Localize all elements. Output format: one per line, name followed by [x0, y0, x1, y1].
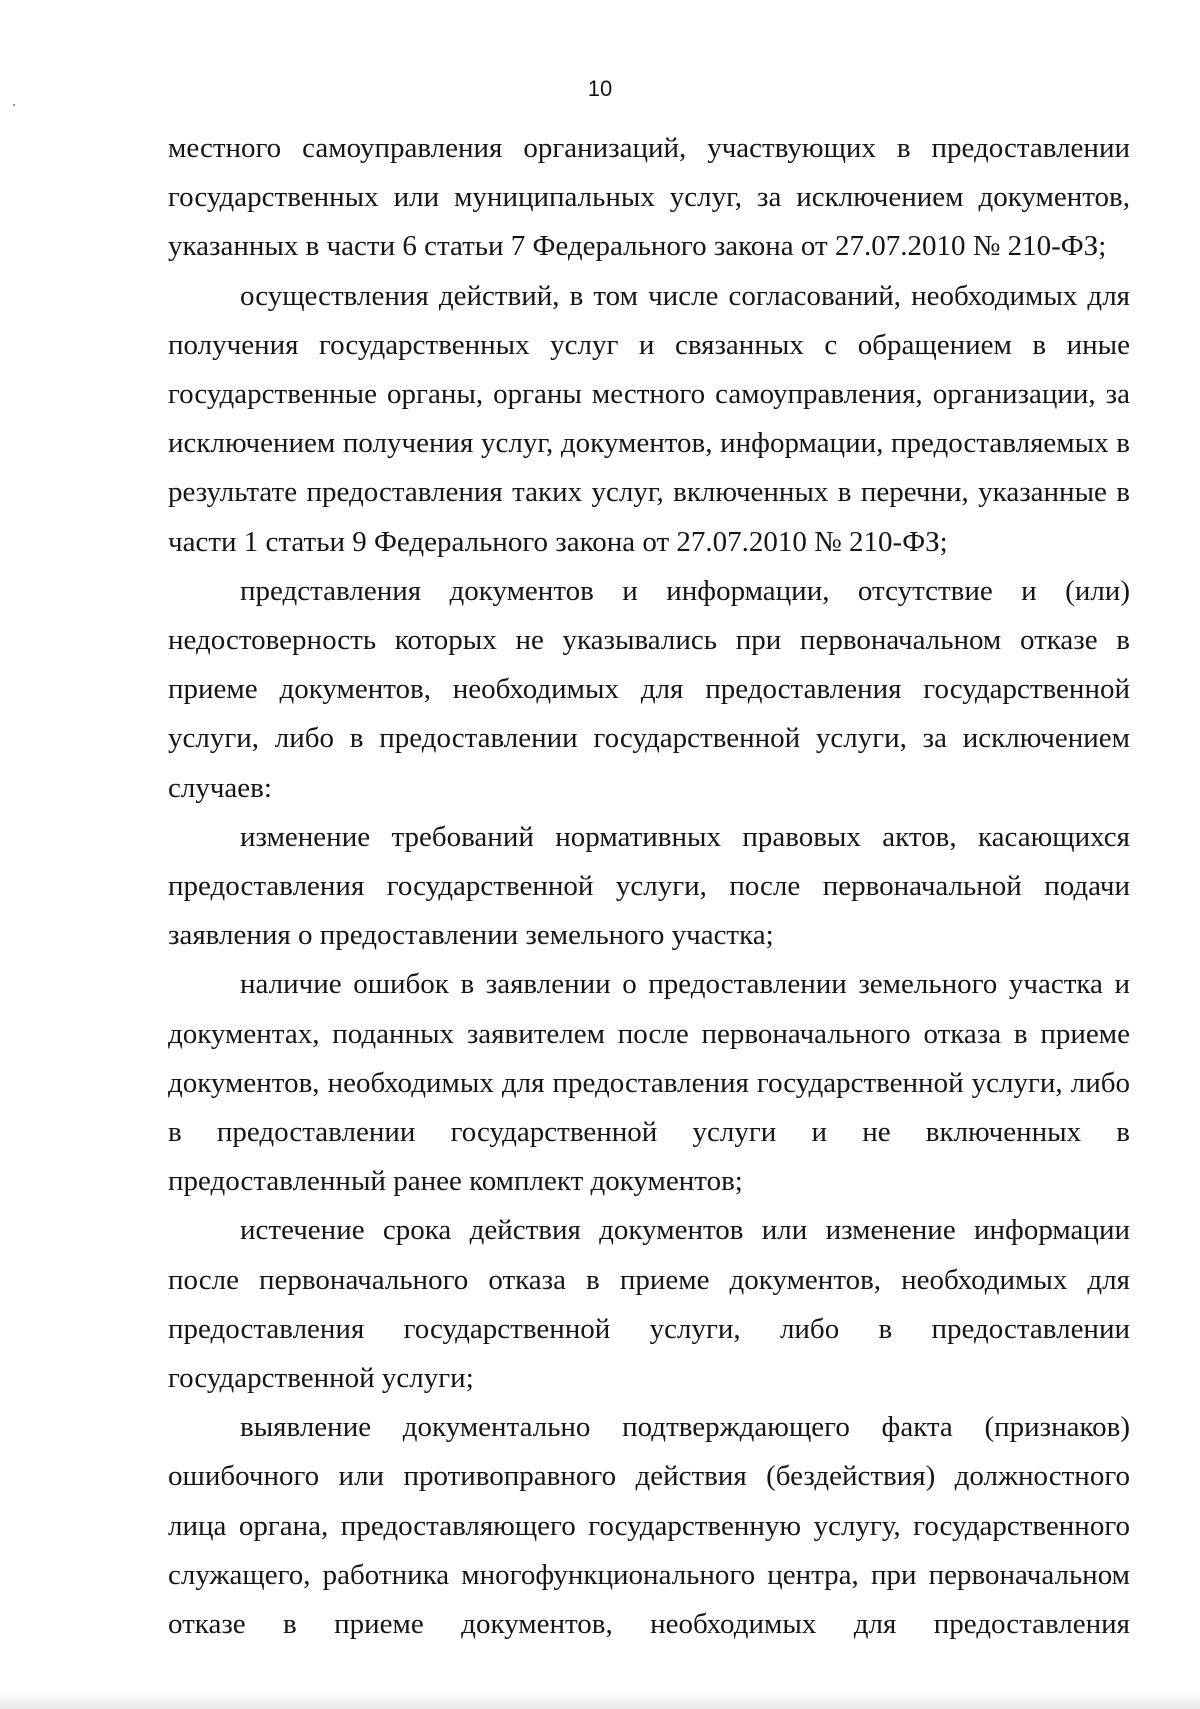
- scan-bottom-edge: [0, 1692, 1200, 1709]
- scan-artifact: [13, 104, 15, 106]
- page-number: 10: [587, 76, 613, 101]
- paragraph-actions: осуществления действий, в том числе согласований, необходимых для получения государственных услуг и связанных с обращением в иные государственные органы, органы местного самоуправления, организации, за исключением получения услуг, документов, информации, предоставляемых в результате предоставления таких услуг, включенных в перечни, указанные в части 1 статьи 9 Федерального закона от 27.07.2010 № 210-ФЗ;: [168, 279, 1130, 558]
- document-body: [168, 124, 1130, 1649]
- paragraph-documents: представления документов и информации, отсутствие и (или) недостоверность которых не указывались при первоначальном отказе в приеме документов, необходимых для предоставления государственной услуги, либо в предоставлении государственной услуги, за исключением случаев:: [168, 574, 1130, 804]
- paragraph-detection: выявление документально подтверждающего факта (признаков) ошибочного или противоправного действия (бездействия) должностного лица органа, предоставляющего государственную услугу, государственного служащего, работника многофункционального центра, при первоначальном отказе в приеме документов, необходимых для предоставления: [168, 1411, 1130, 1641]
- paragraph-expiry: истечение срока действия документов или изменение информации после первоначального отказа в приеме документов, необходимых для предоставления государственной услуги, либо в предоставлении государственной услуги;: [168, 1214, 1130, 1395]
- paragraph-continuation: местного самоуправления организаций, участвующих в предоставлении государственных или муниципальных услуг, за исключением документов, указанных в части 6 статьи 7 Федерального закона от 27.07.2010 № 210-ФЗ;: [168, 132, 1130, 263]
- paragraph-errors: наличие ошибок в заявлении о предоставлении земельного участка и документах, поданных заявителем после первоначального отказа в приеме документов, необходимых для предоставления государственной услуги, либо в предоставлении государственной услуги и не включенных в предоставленный ранее комплект документов;: [168, 968, 1130, 1198]
- paragraph-requirements-change: изменение требований нормативных правовых актов, касающихся предоставления государственной услуги, после первоначальной подачи заявления о предоставлении земельного участка;: [168, 820, 1130, 952]
